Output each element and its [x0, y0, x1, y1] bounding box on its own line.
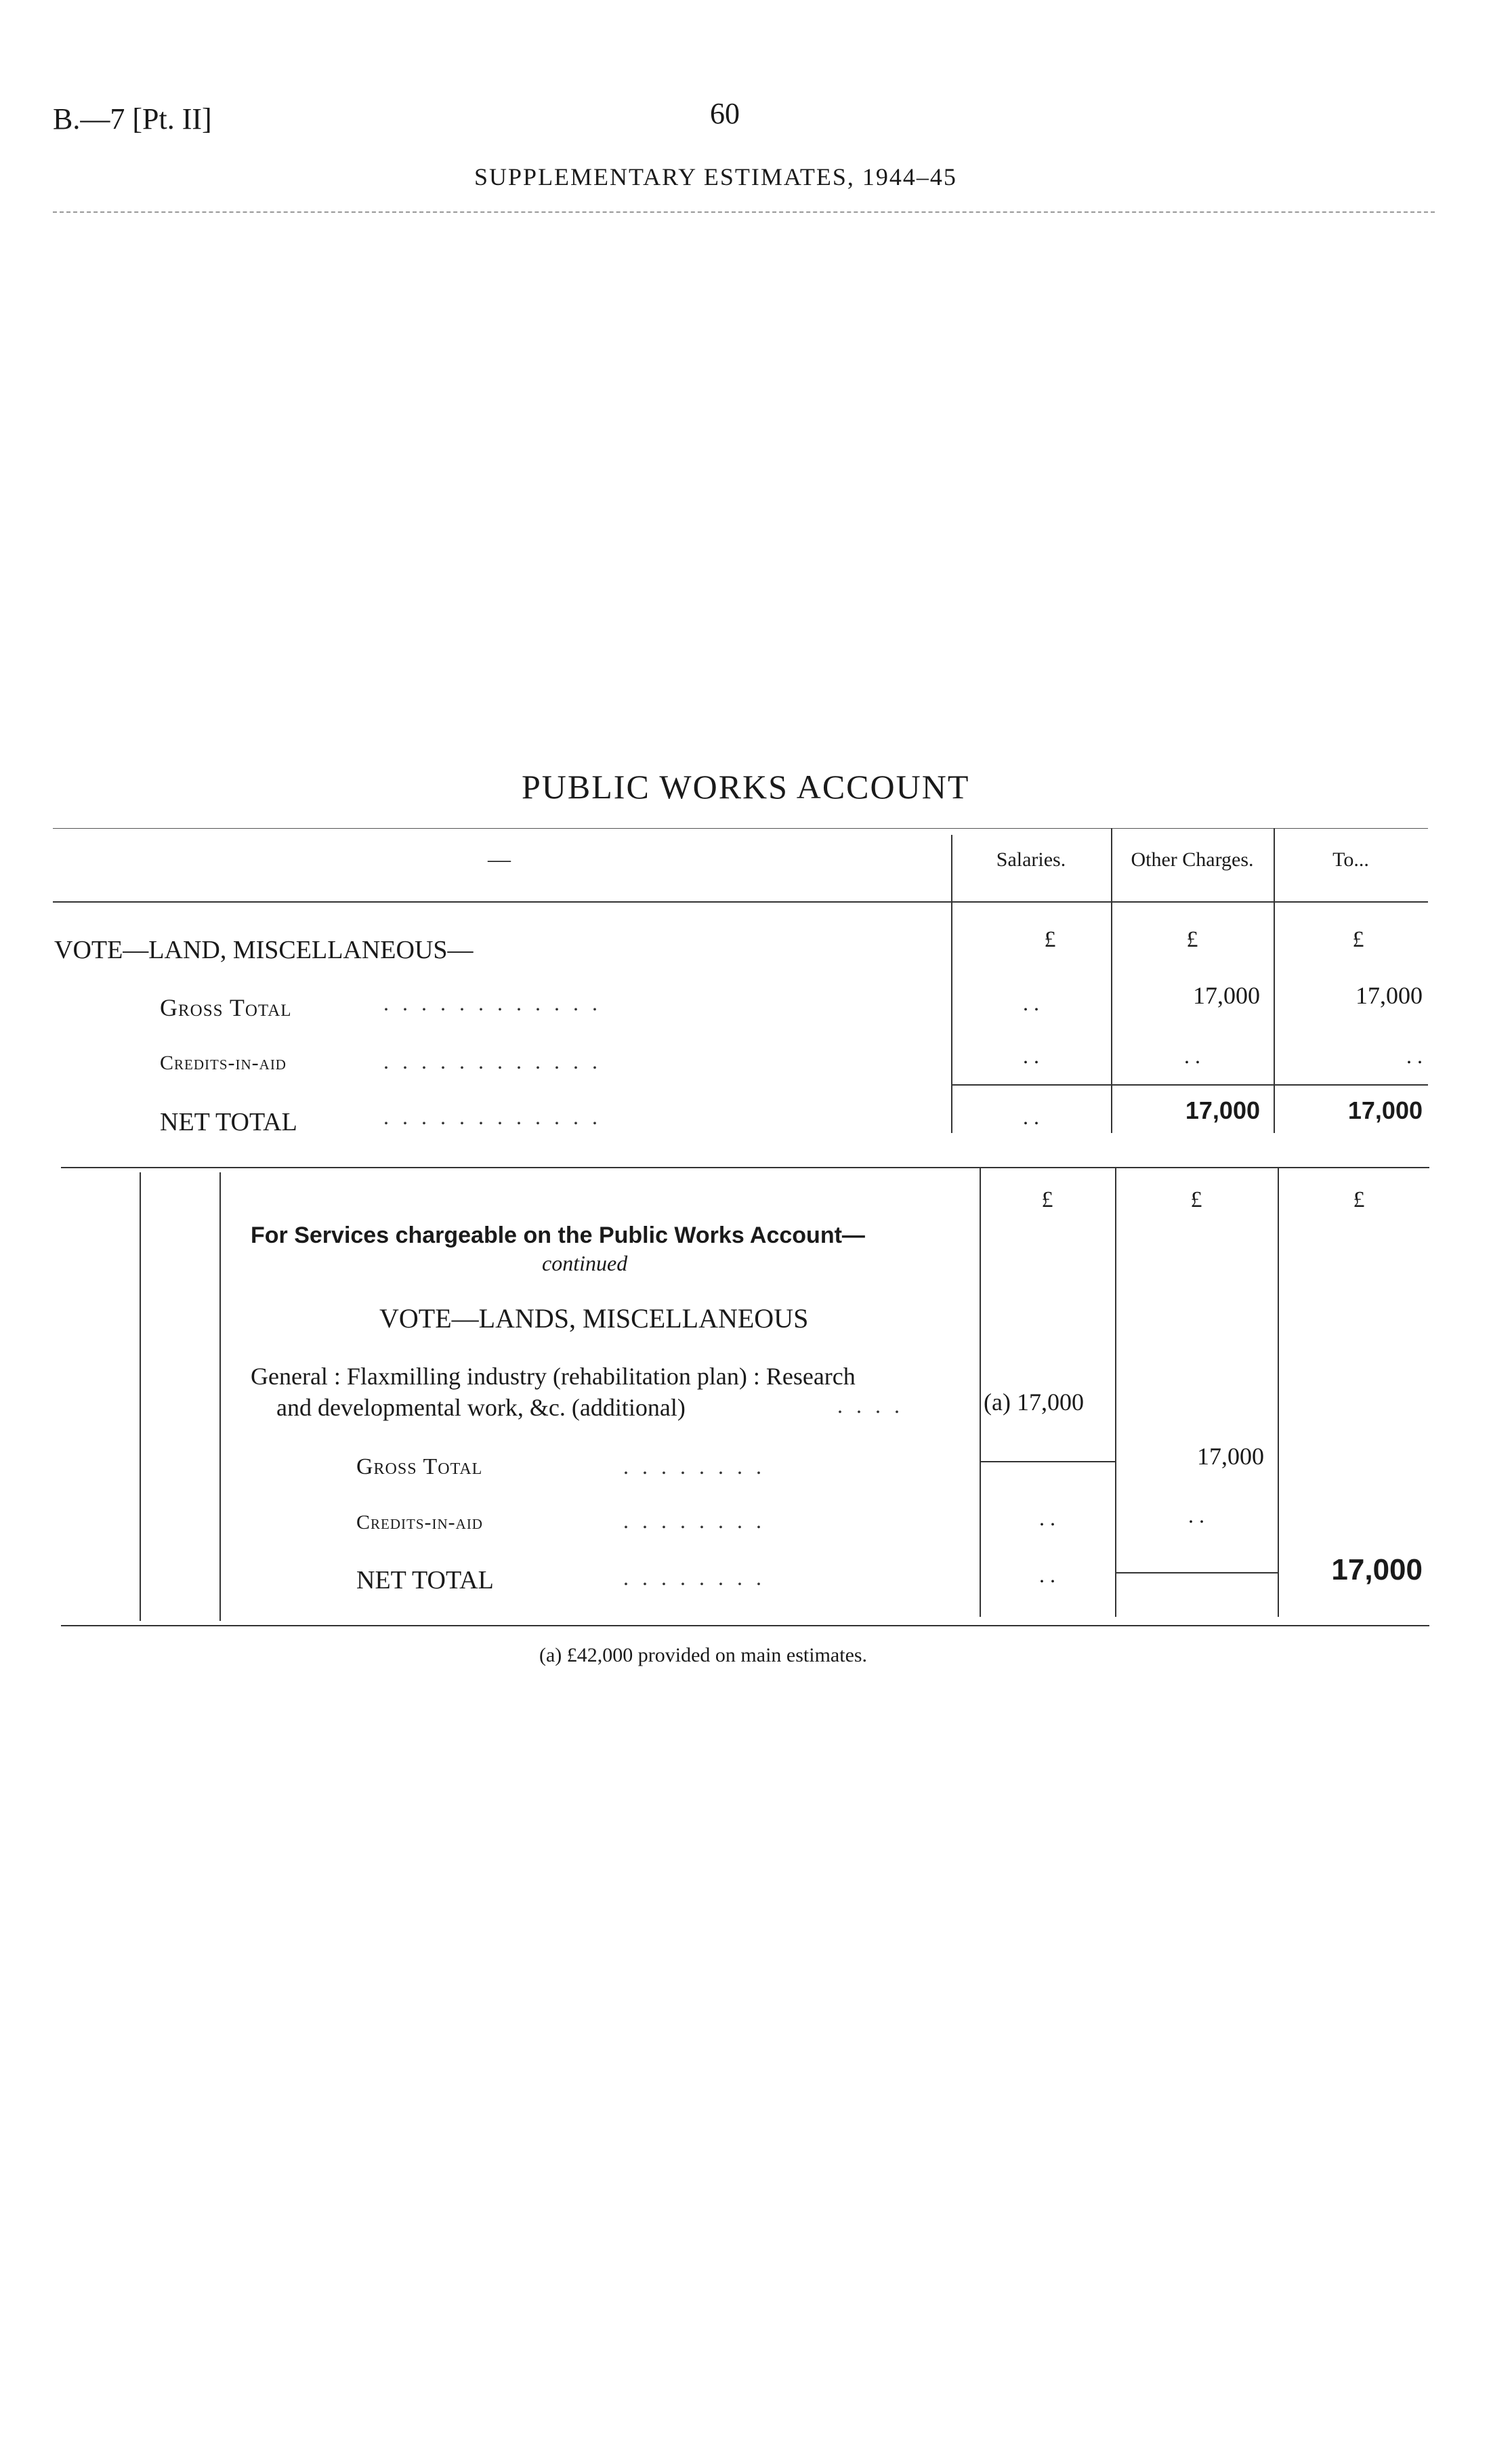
detail-currency-1: £ — [1041, 1187, 1053, 1212]
stub-mark: — — [488, 847, 511, 872]
summary-title: PUBLIC WORKS ACCOUNT — [522, 768, 970, 806]
summary-credits-salaries: . . — [1023, 1044, 1039, 1068]
column-header-salaries: Salaries. — [996, 848, 1066, 871]
summary-gross-total-other: 17,000 — [1193, 982, 1260, 1009]
summary-gross-total-total: 17,000 — [1356, 982, 1423, 1009]
detail-section-heading: For Services chargeable on the Public Works Account— — [251, 1222, 865, 1248]
summary-credits-dots: . . . . . . . . . . . . — [383, 1049, 602, 1073]
detail-gross-rule — [980, 1461, 1115, 1462]
summary-gross-total-dots: . . . . . . . . . . . . — [383, 991, 602, 1015]
footnote: (a) £42,000 provided on main estimates. — [539, 1644, 868, 1666]
summary-net-total-dots: . . . . . . . . . . . . — [383, 1105, 602, 1129]
summary-net-total-other: 17,000 — [1185, 1096, 1260, 1124]
summary-net-total-label: NET TOTAL — [160, 1108, 297, 1136]
detail-net-rule — [1115, 1572, 1278, 1573]
detail-col-rule-1 — [980, 1167, 981, 1617]
detail-credits-dots: . . . . . . . . — [623, 1508, 765, 1533]
detail-col-rule-2 — [1115, 1167, 1116, 1617]
summary-col-rule-2 — [1111, 828, 1112, 1133]
summary-col-rule-1 — [951, 835, 952, 1133]
header-rule — [53, 211, 1435, 213]
detail-gross-total-dots: . . . . . . . . — [623, 1454, 765, 1479]
page-number: 60 — [710, 97, 740, 130]
page-reference: B.—7 [Pt. II] — [53, 102, 212, 136]
column-header-other-charges: Other Charges. — [1131, 848, 1254, 871]
detail-vote-title: VOTE—LANDS, MISCELLANEOUS — [379, 1303, 809, 1334]
summary-gross-total-salaries: . . — [1023, 991, 1039, 1015]
detail-item-dots: . . . . — [837, 1393, 904, 1418]
summary-currency-other: £ — [1186, 927, 1198, 952]
detail-item-amount: (a) 17,000 — [984, 1388, 1084, 1416]
summary-net-total-salaries: . . — [1023, 1105, 1039, 1129]
detail-net-total-total: 17,000 — [1331, 1553, 1423, 1586]
summary-credits-other: . . — [1184, 1044, 1200, 1068]
detail-item-line-2: and developmental work, &c. (additional) — [276, 1394, 686, 1421]
detail-gross-total-label: Gross Total — [356, 1454, 483, 1479]
detail-col-rule-3 — [1278, 1167, 1279, 1617]
column-header-total: To... — [1332, 848, 1369, 871]
summary-gross-total-label: Gross Total — [160, 994, 292, 1021]
summary-top-rule — [53, 828, 1428, 829]
detail-net-total-dots: . . . . . . . . — [623, 1565, 765, 1590]
summary-currency-salaries: £ — [1044, 927, 1056, 952]
detail-bottom-rule — [61, 1625, 1429, 1626]
detail-credits-label: Credits-in-aid — [356, 1511, 483, 1534]
detail-currency-2: £ — [1190, 1187, 1202, 1212]
running-title: SUPPLEMENTARY ESTIMATES, 1944–45 — [474, 163, 957, 190]
summary-col-rule-3 — [1274, 828, 1275, 1133]
detail-item-line-1: General : Flaxmilling industry (rehabilitation plan) : Research — [251, 1363, 856, 1390]
summary-credits-total: . . — [1406, 1044, 1423, 1068]
detail-net-total-col1: . . — [1039, 1563, 1055, 1587]
detail-section-heading-continued: continued — [542, 1251, 628, 1275]
detail-credits-col2: . . — [1188, 1503, 1204, 1527]
summary-net-total-total: 17,000 — [1347, 1096, 1423, 1124]
summary-currency-total: £ — [1352, 927, 1364, 952]
summary-net-rule — [951, 1084, 1428, 1086]
summary-header-rule — [53, 901, 1428, 903]
detail-top-rule — [61, 1167, 1429, 1168]
detail-credits-col1: . . — [1039, 1506, 1055, 1530]
detail-edge-rule-2 — [219, 1172, 221, 1621]
summary-vote-label: VOTE—LAND, MISCELLANEOUS— — [54, 936, 474, 964]
detail-gross-total-other: 17,000 — [1197, 1443, 1264, 1470]
detail-currency-3: £ — [1353, 1187, 1365, 1212]
detail-edge-rule-1 — [140, 1172, 141, 1621]
summary-credits-label: Credits-in-aid — [160, 1052, 287, 1074]
detail-net-total-label: NET TOTAL — [356, 1566, 494, 1594]
